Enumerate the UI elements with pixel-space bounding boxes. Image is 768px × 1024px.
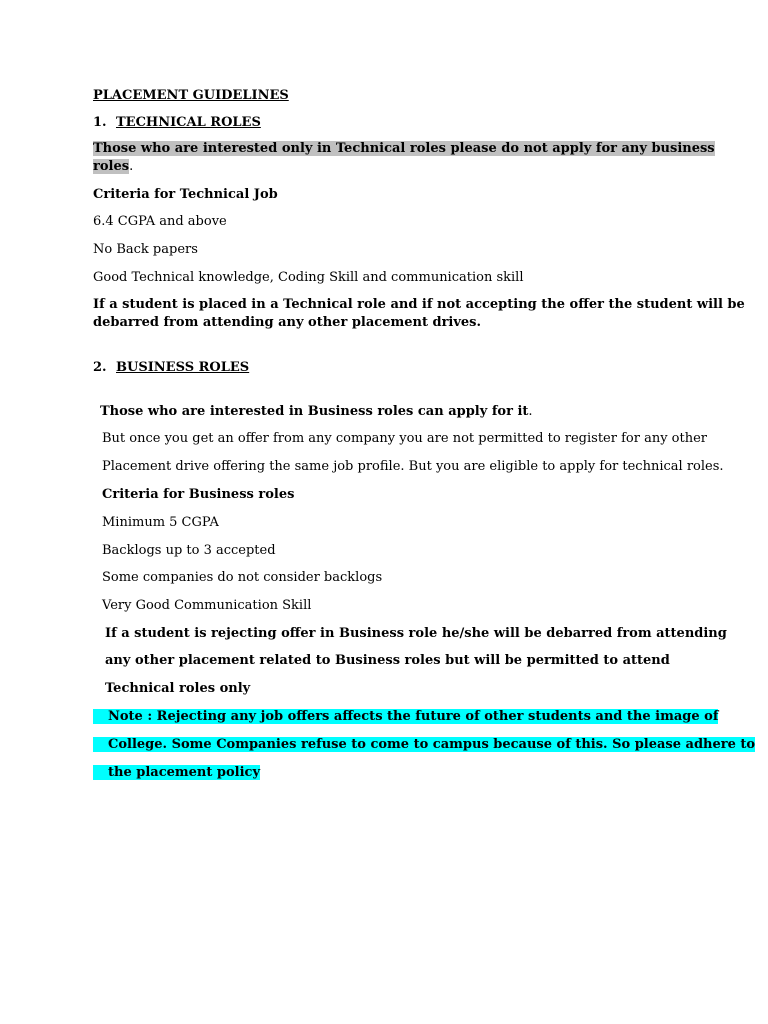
business-intro bbox=[100, 403, 533, 421]
business-criteria-item: Some companies do not consider backlogs bbox=[102, 570, 383, 585]
business-policy-line-1: If a student is rejecting offer in Business role he/she will be debarred from attending bbox=[105, 626, 727, 641]
business-intro-text: Those who are interested in Business roles can apply for it bbox=[100, 404, 529, 419]
note-line-1 bbox=[93, 708, 718, 726]
technical-number: 1. bbox=[93, 115, 107, 130]
business-heading bbox=[93, 359, 249, 377]
note-text-3: the placement policy bbox=[93, 765, 260, 780]
note-line-3 bbox=[93, 764, 260, 782]
business-offer-line-1: But once you get an offer from any company you are not permitted to register for any other bbox=[102, 431, 708, 446]
note-text-1: Note : Rejecting any job offers affects the future of other students and the image of bbox=[93, 709, 718, 724]
technical-policy-line-2: debarred from attending any other placement drives. bbox=[93, 315, 482, 330]
technical-warning-line-1 bbox=[93, 140, 715, 158]
note-line-2 bbox=[93, 736, 755, 754]
business-policy-line-2: any other placement related to Business roles but will be permitted to attend bbox=[105, 653, 670, 668]
business-policy-line-3: Technical roles only bbox=[105, 681, 251, 696]
business-offer-line-2: Placement drive offering the same job profile. But you are eligible to apply for technical roles. bbox=[102, 459, 724, 474]
technical-warning-line-2 bbox=[93, 158, 133, 176]
technical-warning-period: . bbox=[129, 159, 134, 174]
technical-heading bbox=[93, 114, 261, 132]
technical-criteria-item: Good Technical knowledge, Coding Skill and communication skill bbox=[93, 270, 524, 285]
business-criteria-heading: Criteria for Business roles bbox=[102, 487, 295, 502]
technical-criteria-item: No Back papers bbox=[93, 242, 198, 257]
business-heading-text: BUSINESS ROLES bbox=[116, 360, 250, 375]
technical-criteria-item: 6.4 CGPA and above bbox=[93, 214, 227, 229]
note-text-2: College. Some Companies refuse to come to campus because of this. So please adhere to bbox=[93, 737, 755, 752]
technical-warning-text-2: roles bbox=[93, 159, 130, 174]
business-criteria-item: Backlogs up to 3 accepted bbox=[102, 543, 276, 558]
technical-heading-text: TECHNICAL ROLES bbox=[116, 115, 261, 130]
technical-warning-text-1: Those who are interested only in Technical roles please do not apply for any business bbox=[93, 141, 715, 156]
business-intro-period: . bbox=[528, 404, 533, 419]
technical-criteria-heading: Criteria for Technical Job bbox=[93, 187, 278, 202]
business-criteria-item: Very Good Communication Skill bbox=[102, 598, 312, 613]
business-criteria-item: Minimum 5 CGPA bbox=[102, 515, 219, 530]
technical-policy-line-1: If a student is placed in a Technical role and if not accepting the offer the student will be bbox=[93, 297, 745, 312]
document-title: PLACEMENT GUIDELINES bbox=[93, 88, 289, 103]
business-number: 2. bbox=[93, 360, 107, 375]
